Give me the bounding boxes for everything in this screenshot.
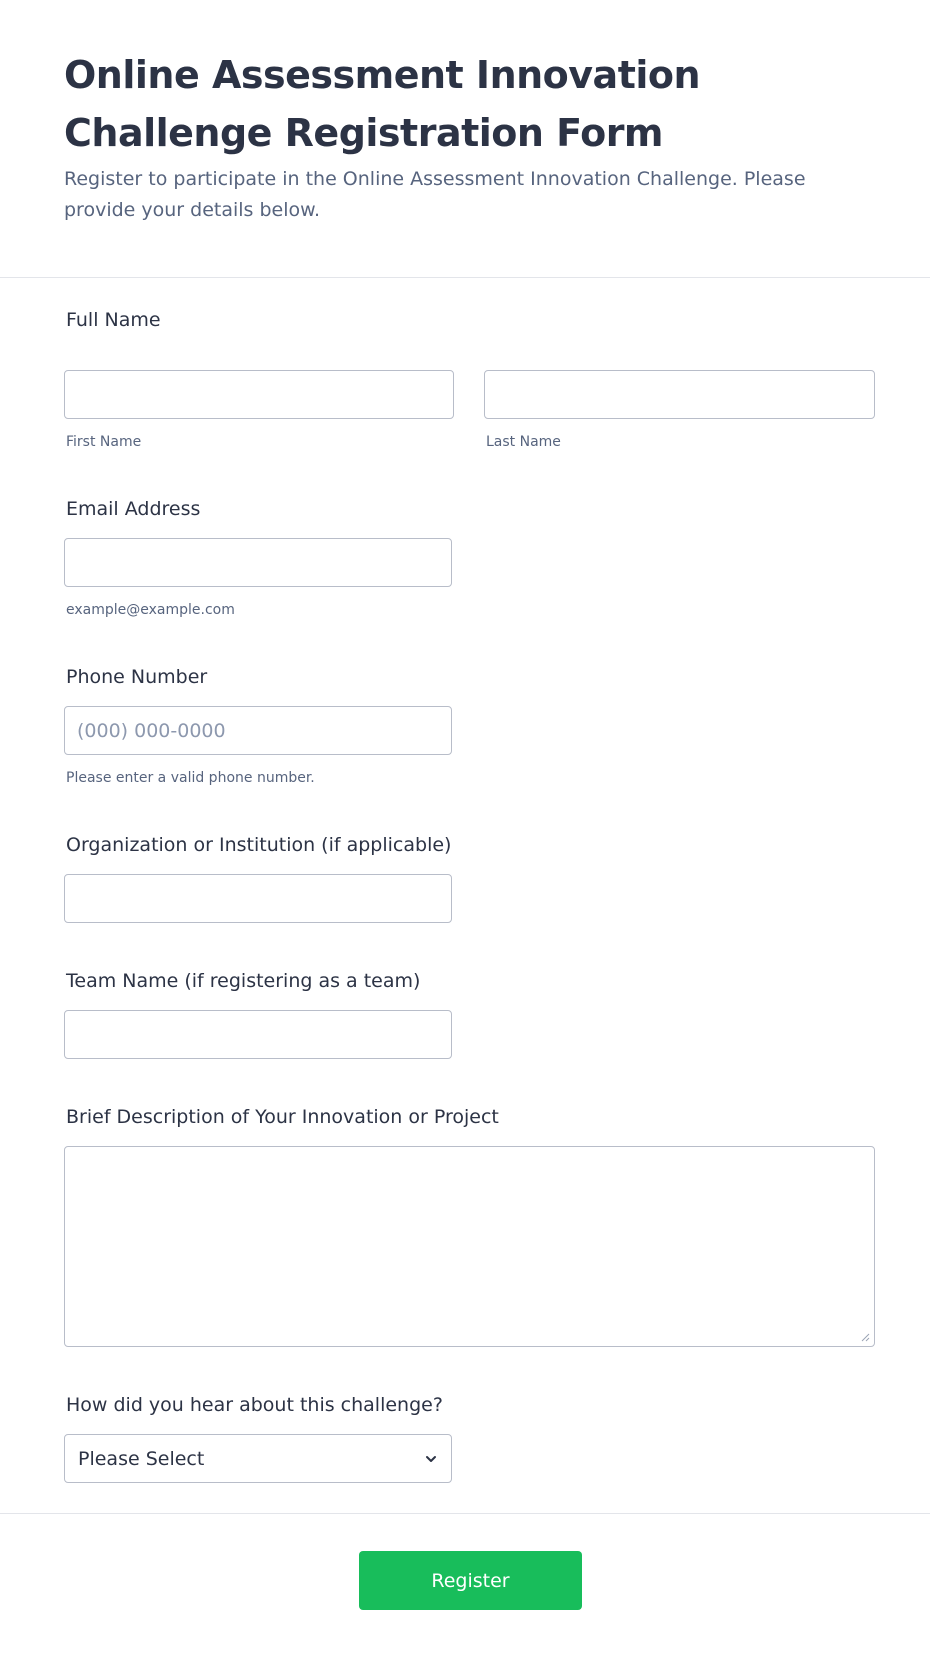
last-name-sublabel: Last Name — [486, 434, 561, 450]
full-name-label: Full Name — [66, 309, 161, 331]
referral-selected-value: Please Select — [78, 1448, 205, 1470]
referral-label: How did you hear about this challenge? — [66, 1394, 443, 1416]
form-subtitle: Register to participate in the Online Assessment Innovation Challenge. Please provide your details below. — [64, 168, 806, 221]
phone-sublabel: Please enter a valid phone number. — [66, 770, 315, 786]
chevron-down-icon — [424, 1452, 438, 1466]
organization-label: Organization or Institution (if applicable) — [66, 834, 452, 856]
form-title: Online Assessment Innovation Challenge Registration Form — [64, 53, 701, 155]
organization-input[interactable] — [64, 874, 452, 923]
register-button[interactable]: Register — [359, 1551, 582, 1610]
phone-label: Phone Number — [66, 666, 208, 688]
first-name-input[interactable] — [64, 370, 454, 419]
phone-input[interactable] — [64, 706, 452, 755]
email-sublabel: example@example.com — [66, 602, 235, 618]
team-name-input[interactable] — [64, 1010, 452, 1059]
description-textarea[interactable] — [64, 1146, 875, 1347]
resize-grip-icon[interactable] — [860, 1332, 870, 1342]
first-name-sublabel: First Name — [66, 434, 142, 450]
description-label: Brief Description of Your Innovation or Project — [66, 1106, 499, 1128]
footer-divider — [0, 1513, 930, 1514]
referral-select[interactable] — [64, 1434, 452, 1483]
email-input[interactable] — [64, 538, 452, 587]
form-header — [0, 0, 930, 278]
last-name-input[interactable] — [484, 370, 875, 419]
team-name-label: Team Name (if registering as a team) — [66, 970, 421, 992]
email-label: Email Address — [66, 498, 201, 520]
